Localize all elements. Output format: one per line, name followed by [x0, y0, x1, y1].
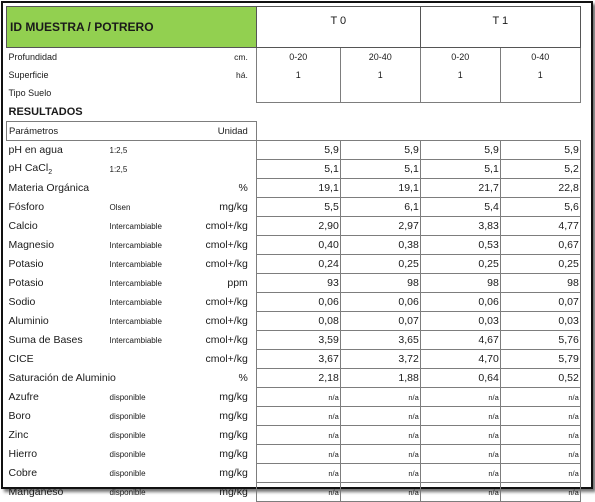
- value-cell: 5,76: [500, 331, 580, 350]
- value-cell: 0,06: [340, 293, 420, 312]
- meta-value: 1: [340, 66, 420, 84]
- table-row: [7, 388, 581, 407]
- table-row: [7, 426, 581, 445]
- value-cell: 1,88: [340, 369, 420, 388]
- meta-value: [420, 84, 500, 103]
- param-label: Saturación de Aluminio: [8, 372, 116, 384]
- meta-unit: cm.: [234, 52, 248, 62]
- param-unit: %: [238, 182, 248, 194]
- value-cell: 0,07: [340, 312, 420, 331]
- param-name: [7, 312, 110, 331]
- param-name: [7, 293, 110, 312]
- value-cell: n/a: [420, 426, 500, 445]
- table-row: [7, 217, 581, 236]
- value-cell: 98: [500, 274, 580, 293]
- value-cell: 5,4: [420, 198, 500, 217]
- sample-id-header: ID MUESTRA / POTRERO: [7, 7, 257, 48]
- meta-spacer: [110, 84, 206, 103]
- param-method: Olsen: [109, 202, 131, 212]
- header-row: [7, 7, 581, 48]
- value-cell: 0,03: [420, 312, 500, 331]
- value-cell: 3,67: [256, 350, 340, 369]
- param-unit: cmol+/kg: [205, 353, 248, 365]
- results-sheet: [6, 6, 581, 502]
- param-name: [7, 464, 110, 483]
- value-cell: n/a: [256, 388, 340, 407]
- value-cell: 19,1: [340, 179, 420, 198]
- value-cell: n/a: [500, 407, 580, 426]
- value-cell: n/a: [256, 464, 340, 483]
- param-method: disponible: [109, 392, 146, 402]
- param-unit: [206, 160, 257, 179]
- table-row: [7, 160, 581, 179]
- param-method: Intercambiable: [109, 316, 162, 326]
- param-method: 1:2,5: [109, 164, 128, 174]
- table-row: [7, 293, 581, 312]
- table-row: [7, 464, 581, 483]
- value-cell: n/a: [340, 483, 420, 502]
- param-label: Aluminio: [8, 315, 49, 327]
- value-cell: 4,77: [500, 217, 580, 236]
- param-name: [7, 255, 110, 274]
- param-name: [7, 141, 110, 160]
- param-name: [7, 369, 206, 388]
- value-cell: n/a: [420, 483, 500, 502]
- meta-value: 1: [500, 66, 580, 84]
- value-cell: n/a: [500, 483, 580, 502]
- value-cell: 0,24: [256, 255, 340, 274]
- value-cell: n/a: [420, 464, 500, 483]
- param-label: Potasio: [8, 258, 44, 270]
- param-name: [7, 198, 110, 217]
- value-cell: 2,90: [256, 217, 340, 236]
- param-label: Manganeso: [8, 486, 64, 498]
- param-subscript: 2: [48, 169, 53, 177]
- meta-label: Superficie: [8, 70, 49, 80]
- param-name: [7, 445, 110, 464]
- value-cell: 5,1: [340, 160, 420, 179]
- param-name: [7, 217, 110, 236]
- meta-value: [500, 84, 580, 103]
- value-cell: 0,64: [420, 369, 500, 388]
- value-cell: 5,9: [256, 141, 340, 160]
- unit-header: Unidad: [206, 122, 257, 141]
- param-unit: ppm: [227, 277, 248, 289]
- param-unit: mg/kg: [219, 201, 248, 213]
- value-cell: n/a: [340, 445, 420, 464]
- table-row: [7, 483, 581, 502]
- value-cell: 0,25: [420, 255, 500, 274]
- value-cell: 0,25: [340, 255, 420, 274]
- value-cell: n/a: [340, 407, 420, 426]
- param-label: Boro: [8, 410, 31, 422]
- param-unit: cmol+/kg: [205, 239, 248, 251]
- value-cell: 5,6: [500, 198, 580, 217]
- value-cell: 0,53: [420, 236, 500, 255]
- value-cell: n/a: [500, 426, 580, 445]
- param-header: Parámetros: [7, 122, 206, 141]
- table-row: [7, 312, 581, 331]
- meta-label: Tipo Suelo: [8, 88, 52, 99]
- results-title: RESULTADOS: [8, 106, 83, 118]
- param-method: disponible: [109, 487, 146, 497]
- meta-unit: [206, 84, 257, 103]
- param-name: [7, 426, 110, 445]
- param-method: Intercambiable: [109, 278, 162, 288]
- value-cell: n/a: [420, 388, 500, 407]
- value-cell: n/a: [340, 426, 420, 445]
- value-cell: 0,03: [500, 312, 580, 331]
- value-cell: 3,83: [420, 217, 500, 236]
- param-method: disponible: [109, 411, 146, 421]
- param-unit: %: [238, 372, 248, 384]
- header-spacer: [256, 122, 340, 141]
- value-cell: n/a: [340, 464, 420, 483]
- meta-unit: há.: [235, 70, 248, 80]
- table-row: [7, 141, 581, 160]
- value-cell: 98: [340, 274, 420, 293]
- value-cell: n/a: [500, 464, 580, 483]
- value-cell: 6,1: [340, 198, 420, 217]
- value-cell: 5,9: [340, 141, 420, 160]
- meta-row: [7, 84, 581, 103]
- value-cell: 0,52: [500, 369, 580, 388]
- param-unit: cmol+/kg: [205, 334, 248, 346]
- param-method: Intercambiable: [109, 297, 162, 307]
- param-method: Intercambiable: [109, 221, 162, 231]
- param-unit: mg/kg: [219, 391, 248, 403]
- param-name: [7, 274, 110, 293]
- param-method: Intercambiable: [109, 259, 162, 269]
- table-row: [7, 331, 581, 350]
- results-title-row: [7, 103, 581, 122]
- param-label: Materia Orgánica: [8, 182, 90, 194]
- param-label: Cobre: [8, 467, 38, 479]
- param-method: Intercambiable: [109, 335, 162, 345]
- value-cell: 21,7: [420, 179, 500, 198]
- value-cell: 0,07: [500, 293, 580, 312]
- param-method: disponible: [109, 468, 146, 478]
- param-unit: mg/kg: [219, 410, 248, 422]
- value-cell: n/a: [256, 426, 340, 445]
- param-unit: mg/kg: [219, 486, 248, 498]
- param-label: Zinc: [8, 429, 29, 441]
- value-cell: 5,1: [256, 160, 340, 179]
- value-cell: 0,40: [256, 236, 340, 255]
- value-cell: 2,18: [256, 369, 340, 388]
- value-cell: n/a: [256, 407, 340, 426]
- param-method: Intercambiable: [109, 240, 162, 250]
- meta-value: 0-20: [420, 48, 500, 67]
- table-row: [7, 445, 581, 464]
- param-name: [7, 350, 110, 369]
- param-method: disponible: [109, 430, 146, 440]
- value-cell: 19,1: [256, 179, 340, 198]
- value-cell: 5,9: [500, 141, 580, 160]
- param-unit: mg/kg: [219, 429, 248, 441]
- header-spacer: [340, 122, 420, 141]
- param-unit: cmol+/kg: [205, 258, 248, 270]
- param-label: pH CaCl: [8, 161, 49, 174]
- param-label: Fósforo: [8, 201, 45, 213]
- param-unit: mg/kg: [219, 448, 248, 460]
- report-frame: [1, 1, 593, 498]
- header-spacer: [500, 122, 580, 141]
- param-name: [7, 407, 110, 426]
- table-row: [7, 407, 581, 426]
- value-cell: 98: [420, 274, 500, 293]
- value-cell: 5,9: [420, 141, 500, 160]
- param-name: [7, 483, 110, 502]
- value-cell: 0,06: [256, 293, 340, 312]
- table-row: [7, 369, 581, 388]
- value-cell: 22,8: [500, 179, 580, 198]
- value-cell: 5,79: [500, 350, 580, 369]
- value-cell: 2,97: [340, 217, 420, 236]
- meta-label: Profundidad: [8, 52, 58, 62]
- header-spacer: [420, 122, 500, 141]
- meta-value: 0-40: [500, 48, 580, 67]
- meta-value: 1: [420, 66, 500, 84]
- param-label: pH en agua: [8, 144, 63, 157]
- table-row: [7, 179, 581, 198]
- param-label: Hierro: [8, 448, 38, 460]
- param-name: [7, 236, 110, 255]
- meta-value: [340, 84, 420, 103]
- table-row: [7, 236, 581, 255]
- param-name: [7, 160, 110, 179]
- soil-analysis-table: [6, 6, 581, 502]
- value-cell: n/a: [420, 407, 500, 426]
- meta-row: [7, 48, 581, 67]
- meta-value: 1: [256, 66, 340, 84]
- value-cell: 4,67: [420, 331, 500, 350]
- param-label: Magnesio: [8, 239, 55, 251]
- param-unit: mg/kg: [219, 467, 248, 479]
- value-cell: 3,72: [340, 350, 420, 369]
- param-unit: [206, 141, 257, 160]
- param-name: [7, 388, 110, 407]
- table-row: [7, 198, 581, 217]
- param-method: [110, 350, 206, 369]
- meta-value: [256, 84, 340, 103]
- param-name: [7, 179, 206, 198]
- param-unit: cmol+/kg: [205, 315, 248, 327]
- table-row: [7, 274, 581, 293]
- param-name: [7, 331, 110, 350]
- group-header-t0: T 0: [256, 7, 420, 48]
- value-cell: 93: [256, 274, 340, 293]
- value-cell: 0,08: [256, 312, 340, 331]
- value-cell: 0,06: [420, 293, 500, 312]
- param-header-row: [7, 122, 581, 141]
- value-cell: n/a: [420, 445, 500, 464]
- param-label: Calcio: [8, 220, 38, 232]
- value-cell: 0,25: [500, 255, 580, 274]
- value-cell: n/a: [256, 483, 340, 502]
- meta-spacer: [110, 48, 206, 67]
- value-cell: 5,1: [420, 160, 500, 179]
- value-cell: 4,70: [420, 350, 500, 369]
- param-label: Azufre: [8, 391, 39, 403]
- param-label: Suma de Bases: [8, 334, 83, 346]
- value-cell: 0,67: [500, 236, 580, 255]
- value-cell: 5,2: [500, 160, 580, 179]
- table-row: [7, 255, 581, 274]
- param-unit: cmol+/kg: [205, 296, 248, 308]
- value-cell: 0,38: [340, 236, 420, 255]
- value-cell: 3,59: [256, 331, 340, 350]
- value-cell: n/a: [500, 388, 580, 407]
- meta-value: 20-40: [340, 48, 420, 67]
- meta-row: [7, 66, 581, 84]
- param-unit: cmol+/kg: [205, 220, 248, 232]
- param-method: 1:2,5: [109, 145, 128, 155]
- group-header-t1: T 1: [420, 7, 580, 48]
- param-label: Sodio: [8, 296, 36, 308]
- meta-spacer: [110, 66, 206, 84]
- value-cell: 3,65: [340, 331, 420, 350]
- value-cell: n/a: [256, 445, 340, 464]
- param-label: Potasio: [8, 277, 44, 289]
- meta-value: 0-20: [256, 48, 340, 67]
- table-row: [7, 350, 581, 369]
- value-cell: n/a: [500, 445, 580, 464]
- value-cell: n/a: [340, 388, 420, 407]
- param-method: disponible: [109, 449, 146, 459]
- value-cell: 5,5: [256, 198, 340, 217]
- param-label: CICE: [8, 353, 34, 365]
